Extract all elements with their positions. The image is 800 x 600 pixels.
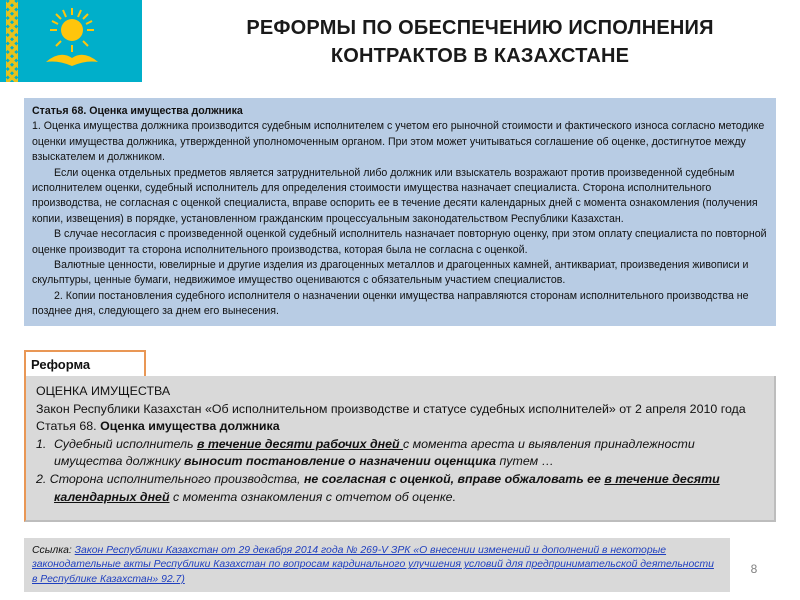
title-line-1: РЕФОРМЫ ПО ОБЕСПЕЧЕНИЮ ИСПОЛНЕНИЯ bbox=[246, 17, 714, 39]
reform-item-2-text-a: 2. Сторона исполнительного производства, bbox=[36, 471, 304, 486]
page-title bbox=[170, 14, 790, 70]
reform-item-1-text-a: Судебный исполнитель bbox=[54, 436, 197, 451]
reform-item-1-action: выносит постановление о назначении оценщика bbox=[183, 454, 497, 469]
article-heading: Статья 68. Оценка имущества должника bbox=[32, 105, 243, 117]
reform-box bbox=[24, 376, 776, 522]
reform-heading: ОЦЕНКА ИМУЩЕСТВА bbox=[36, 384, 171, 398]
reform-article-title: Оценка имущества должника bbox=[100, 419, 280, 434]
reform-item-1-text-b: с момента ареста и выявления принадлежности имущества должнику bbox=[54, 436, 695, 469]
article-paragraph-4: Валютные ценности, ювелирные и другие изделия из драгоценных металлов и драгоценных камней, антиквариат, произведения живописи и скульптуры, ценные бумаги, недвижимое имущество оцениваются с обязательным участием специалистов. bbox=[32, 259, 749, 287]
page-number: 8 bbox=[750, 562, 758, 576]
article-paragraph-2: Если оценка отдельных предметов является затруднительной либо должник или взыскатель возражают против произведенной судебным исполнителем оценки, судебный исполнитель для определения стоимости имущества назначает специалиста. Сторона исполнительного производства, не согласная с оценкой специалиста, вправе оспорить ее в течение десяти календарных дней с момента ознакомления (получения копии, извещения) в порядке, установленном гражданским процессуальным законодательством Республики Казахстан. bbox=[32, 166, 758, 225]
reform-article bbox=[36, 418, 764, 436]
title-line-2: КОНТРАКТОВ В КАЗАХСТАНЕ bbox=[330, 45, 630, 67]
reform-item-1-deadline: в течение десяти рабочих дней bbox=[196, 436, 403, 451]
article-paragraph-5: 2. Копии постановления судебного исполнителя о назначении оценки имущества направляются сторонам исполнительного производства не позднее дня, следующего за днем его вынесения. bbox=[32, 289, 749, 318]
article-paragraph-3: В случае несогласия с произведенной оценкой судебный исполнитель назначает повторную оценку, при этом оплату специалиста по повторной оценке производит та сторона исполнительного производства, которая была не согласна с оценкой. bbox=[32, 228, 767, 256]
reform-law: Закон Республики Казахстан «Об исполнительном производстве и статусе судебных исполнителей» от 2 апреля 2010 года bbox=[36, 401, 746, 416]
kazakhstan-flag-icon bbox=[0, 0, 142, 82]
reference-box bbox=[24, 538, 730, 592]
reference-link[interactable]: Закон Республики Казахстан от 29 декабря 2014 года № 269-V ЗРК «О внесении изменений и дополнений в некоторые законодательные акты Республики Казахстан по вопросам кардинального улучшения условий для предпринимательской деятельности в Республике Казахстан» 92.7) bbox=[32, 545, 714, 585]
reform-article-prefix: Статья 68. bbox=[36, 419, 101, 434]
flag-ornament bbox=[6, 0, 18, 82]
reform-item-1-text-c: путем … bbox=[496, 454, 554, 469]
reform-item-1 bbox=[36, 436, 764, 471]
reform-item-2-appeal: не согласная с оценкой, вправе обжаловать ее bbox=[303, 471, 605, 486]
article-paragraph-1: 1. Оценка имущества должника производится судебным исполнителем с учетом его рыночной стоимости и фактического износа согласно методике оценки имущества должника, утвержденной уполномоченным органом. При этом может учитываться соглашение об оценке, достигнутое между взыскателем и должником. bbox=[32, 120, 765, 164]
reform-item-2 bbox=[36, 471, 764, 506]
reform-item-2-text-b: с момента ознакомления с отчетом об оценке. bbox=[169, 489, 457, 504]
reform-item-1-number: 1. bbox=[36, 436, 47, 451]
reform-item-2-deadline: в течение десяти календарных дней bbox=[54, 471, 720, 504]
reference-prefix: Ссылка: bbox=[32, 545, 75, 556]
reform-tab: Реформа bbox=[24, 350, 146, 378]
article-text-box bbox=[24, 98, 776, 326]
sun-eagle-emblem-icon bbox=[40, 4, 104, 74]
